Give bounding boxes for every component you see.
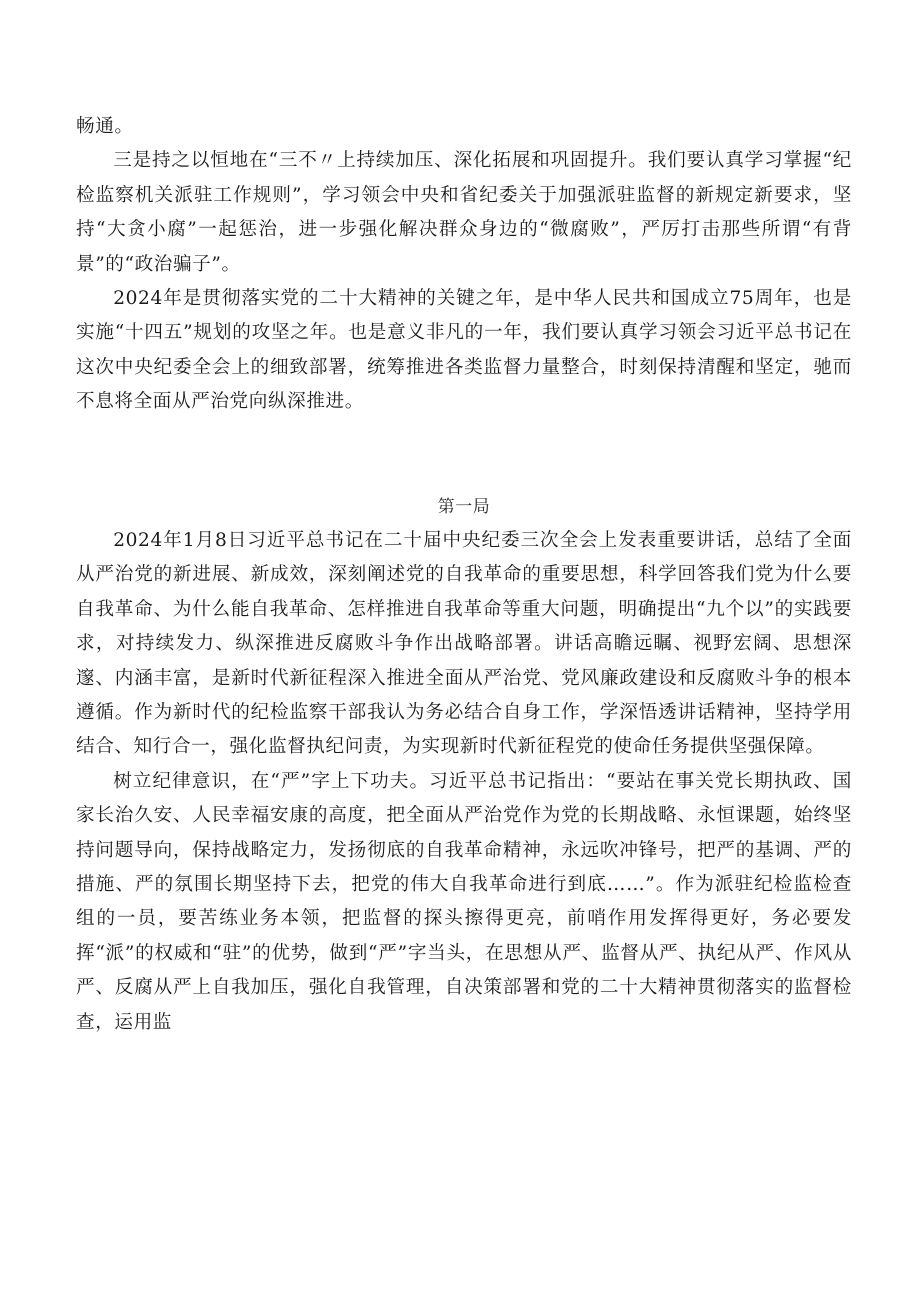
section-heading-wrap bbox=[76, 490, 852, 524]
section-heading: 第一局 bbox=[437, 497, 491, 517]
paragraph-three-no-pressure: 三是持之以恒地在“三不〃上持续加压、深化拓展和巩固提升。我们要认真学习掌握“纪检监察机关派驻工作规则”，学习领会中央和省纪委关于加强派驻监督的新规定新要求，坚持“大贪小腐”一起惩治，进一步强化解决群众身边的“微腐败”，严厉打击那些所谓“有背景”的“政治骗子”。 bbox=[76, 150, 852, 275]
paragraph-speech-summary: 2024年1月8日习近平总书记在二十届中央纪委三次全会上发表重要讲话，总结了全面从严治党的新进展、新成效，深刻阐述党的自我革命的重要思想，科学回答我们党为什么要自我革命、为什么能自我革命、怎样推进自我革命等重大问题，明确提出“九个以”的实践要求，对持续发力、纵深推进反腐败斗争作出战略部署。讲话高瞻远瞩、视野宏阔、思想深邃、内涵丰富，是新时代新征程深入推进全面从严治党、党风廉政建设和反腐败斗争的根本遵循。作为新时代的纪检监察干部我认为务必结合自身工作，学深悟透讲话精神，坚持学用结合、知行合一，强化监督执纪问责，为实现新时代新征程党的使命任务提供坚强保障。 bbox=[76, 530, 852, 758]
document-body-bottom bbox=[76, 524, 852, 1040]
paragraph-2024-key-year: 2024年是贯彻落实党的二十大精神的关键之年，是中华人民共和国成立75周年，也是实施“十四五”规划的攻坚之年。也是意义非凡的一年，我们要认真学习领会习近平总书记在这次中央纪委全会上的细致部署，统筹推进各类监督力量整合，时刻保持清醒和坚定，驰而不息将全面从严治党向纵深推进。 bbox=[76, 288, 852, 413]
document-body-top bbox=[76, 110, 852, 420]
paragraph-discipline-awareness: 树立纪律意识，在“严”字上下功夫。习近平总书记指出：“要站在事关党长期执政、国家长治久安、人民幸福安康的高度，把全面从严治党作为党的长期战略、永恒课题，始终坚持问题导向，保持战略定力，发扬彻底的自我革命精神，永远吹冲锋号，把严的基调、严的措施、严的氛围长期坚持下去，把党的伟大自我革命进行到底……”。作为派驻纪检监检查组的一员，要苦练业务本领，把监督的探头擦得更亮，前哨作用发挥得更好，务必要发挥“派”的权威和“驻”的优势，做到“严”字当头，在思想从严、监督从严、执纪从严、作风从严、反腐从严上自我加压，强化自我管理，自决策部署和党的二十大精神贯彻落实的监督检查，运用监 bbox=[76, 770, 852, 1033]
carry-over-line: 畅通。 bbox=[76, 116, 134, 137]
